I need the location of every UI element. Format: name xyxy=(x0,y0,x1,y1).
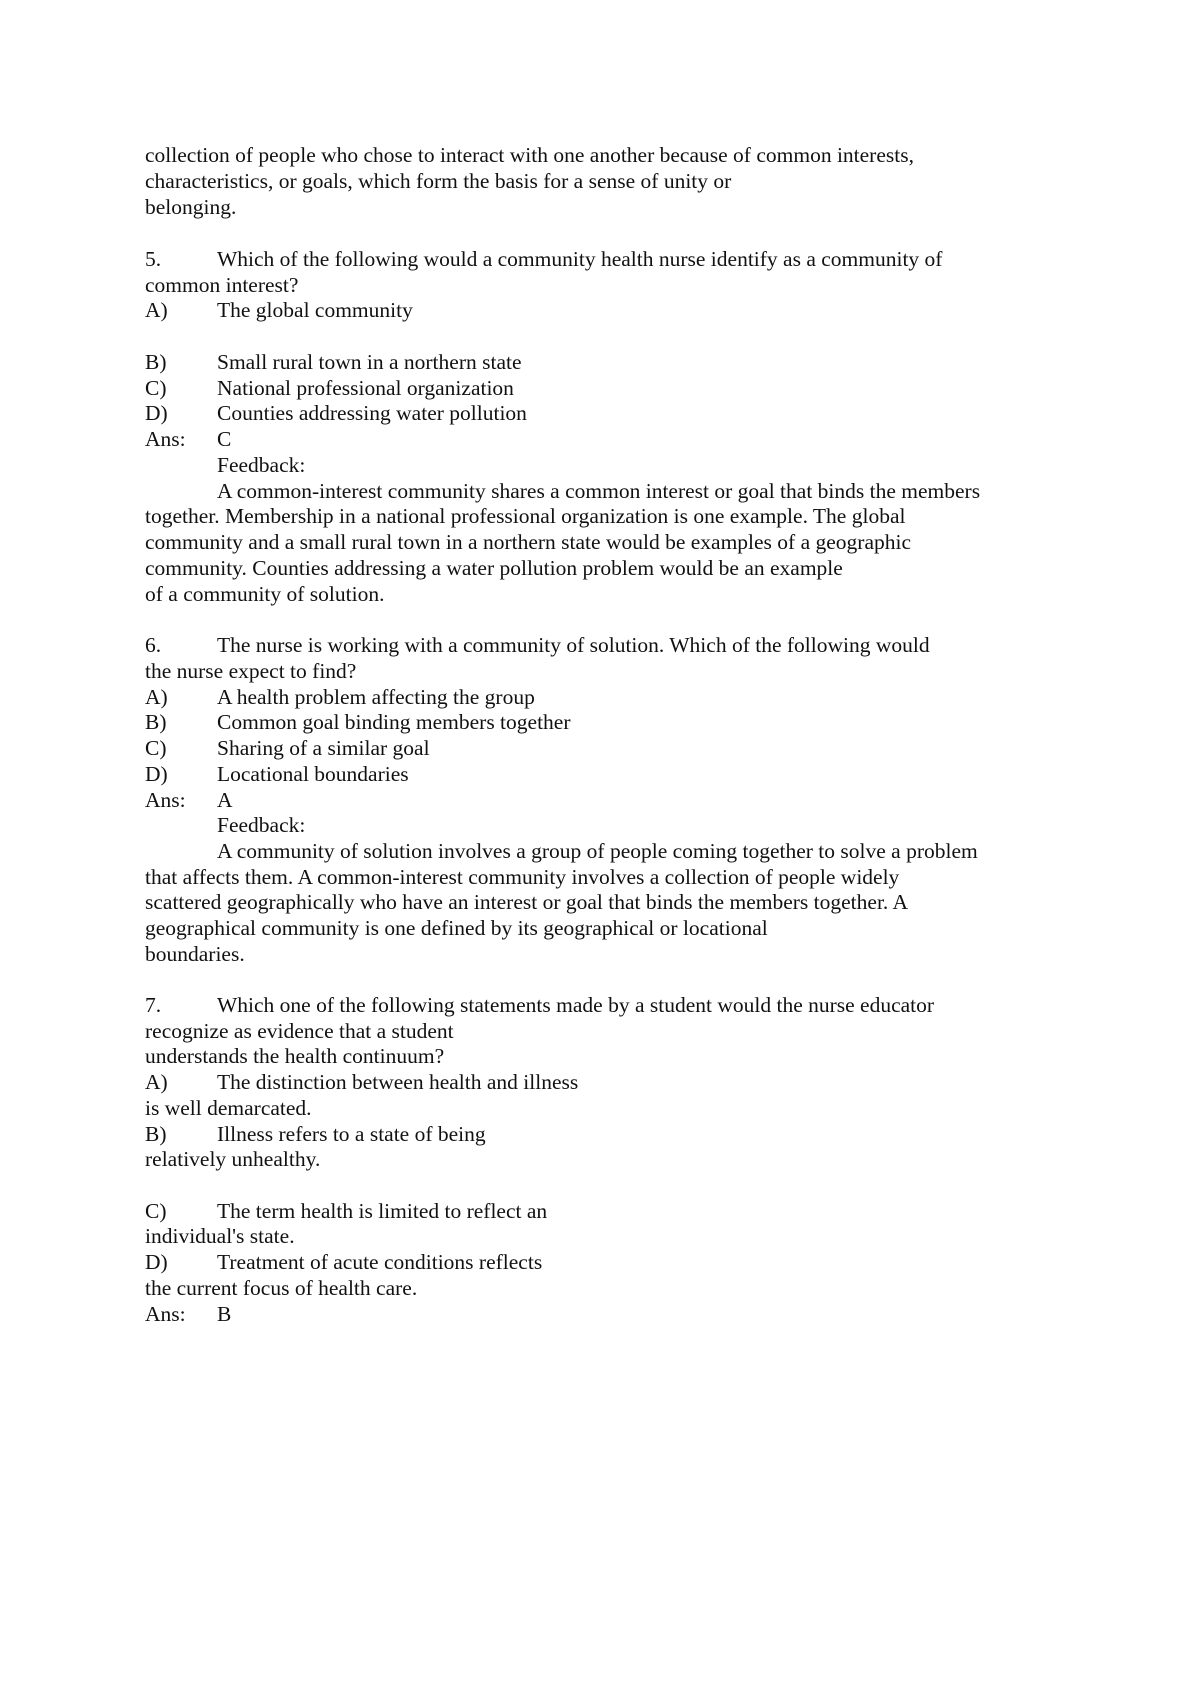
question-7-stem-cont: recognize as evidence that a student xyxy=(145,1019,454,1043)
option-c xyxy=(145,734,430,762)
feedback-line: scattered geographically who have an interest or goal that binds the members together. A xyxy=(145,890,909,914)
feedback-line: community and a small rural town in a northern state would be examples of a geographic xyxy=(145,530,912,554)
option-text: The distinction between health and illness xyxy=(217,1070,579,1094)
question-7-stem-cont: understands the health continuum? xyxy=(145,1044,445,1068)
answer-value: C xyxy=(217,427,232,451)
option-a-cont: is well demarcated. xyxy=(145,1096,312,1120)
answer-value: B xyxy=(217,1302,232,1326)
question-text: The nurse is working with a community of solution. Which of the following would xyxy=(217,633,930,657)
feedback-line: A common-interest community shares a common interest or goal that binds the members xyxy=(217,479,981,503)
option-label: C) xyxy=(145,376,167,400)
answer-label: Ans: xyxy=(145,427,186,451)
option-d-cont: the current focus of health care. xyxy=(145,1276,418,1300)
question-text: Which of the following would a community health nurse identify as a community of xyxy=(217,247,943,271)
option-b-cont: relatively unhealthy. xyxy=(145,1147,321,1171)
answer xyxy=(145,425,231,453)
feedback-label: Feedback: xyxy=(217,453,306,477)
feedback-line: A community of solution involves a group of people coming together to solve a problem xyxy=(217,839,978,863)
answer-value: A xyxy=(217,788,233,812)
option-b xyxy=(145,348,522,376)
feedback-line: community. Counties addressing a water pollution problem would be an example xyxy=(145,556,843,580)
question-number: 6. xyxy=(145,633,162,657)
question-text: Which one of the following statements made by a student would the nurse educator xyxy=(217,993,935,1017)
option-label: C) xyxy=(145,736,167,760)
question-number: 7. xyxy=(145,993,162,1017)
answer-label: Ans: xyxy=(145,788,186,812)
answer xyxy=(145,786,233,814)
option-b xyxy=(145,1120,486,1148)
option-label: A) xyxy=(145,685,168,709)
option-b xyxy=(145,708,571,736)
option-label: D) xyxy=(145,1250,168,1274)
option-label: B) xyxy=(145,350,167,374)
intro-line: belonging. xyxy=(145,195,237,219)
option-c-cont: individual's state. xyxy=(145,1224,295,1248)
option-text: Sharing of a similar goal xyxy=(217,736,430,760)
option-label: D) xyxy=(145,401,168,425)
question-5-stem-cont: common interest? xyxy=(145,273,299,297)
feedback-label: Feedback: xyxy=(217,813,306,837)
option-a xyxy=(145,1068,578,1096)
option-text: The global community xyxy=(217,298,413,322)
option-text: Illness refers to a state of being xyxy=(217,1122,486,1146)
option-text: A health problem affecting the group xyxy=(217,685,535,709)
option-text: Small rural town in a northern state xyxy=(217,350,522,374)
feedback-line: together. Membership in a national professional organization is one example. The global xyxy=(145,504,906,528)
answer-label: Ans: xyxy=(145,1302,186,1326)
option-label: B) xyxy=(145,710,167,734)
question-7-stem xyxy=(145,991,934,1019)
question-6-stem-cont: the nurse expect to find? xyxy=(145,659,357,683)
option-text: Treatment of acute conditions reflects xyxy=(217,1250,543,1274)
intro-line: characteristics, or goals, which form the basis for a sense of unity or xyxy=(145,169,732,193)
option-d xyxy=(145,399,527,427)
option-text: The term health is limited to reflect an xyxy=(217,1199,548,1223)
option-text: Common goal binding members together xyxy=(217,710,571,734)
option-a xyxy=(145,296,413,324)
option-text: Counties addressing water pollution xyxy=(217,401,527,425)
option-c xyxy=(145,1197,547,1225)
option-label: A) xyxy=(145,1070,168,1094)
feedback-line: boundaries. xyxy=(145,942,245,966)
feedback-line: of a community of solution. xyxy=(145,582,385,606)
option-d xyxy=(145,760,409,788)
option-text: Locational boundaries xyxy=(217,762,409,786)
question-number: 5. xyxy=(145,247,162,271)
option-label: C) xyxy=(145,1199,167,1223)
option-c xyxy=(145,374,514,402)
option-text: National professional organization xyxy=(217,376,514,400)
option-label: B) xyxy=(145,1122,167,1146)
feedback-line: that affects them. A common-interest community involves a collection of people widely xyxy=(145,865,900,889)
intro-line: collection of people who chose to interact with one another because of common interests, xyxy=(145,143,914,167)
option-d xyxy=(145,1248,542,1276)
question-5-stem xyxy=(145,245,942,273)
question-6-stem xyxy=(145,631,930,659)
option-a xyxy=(145,683,535,711)
answer xyxy=(145,1300,231,1328)
feedback-line: geographical community is one defined by its geographical or locational xyxy=(145,916,768,940)
option-label: D) xyxy=(145,762,168,786)
option-label: A) xyxy=(145,298,168,322)
